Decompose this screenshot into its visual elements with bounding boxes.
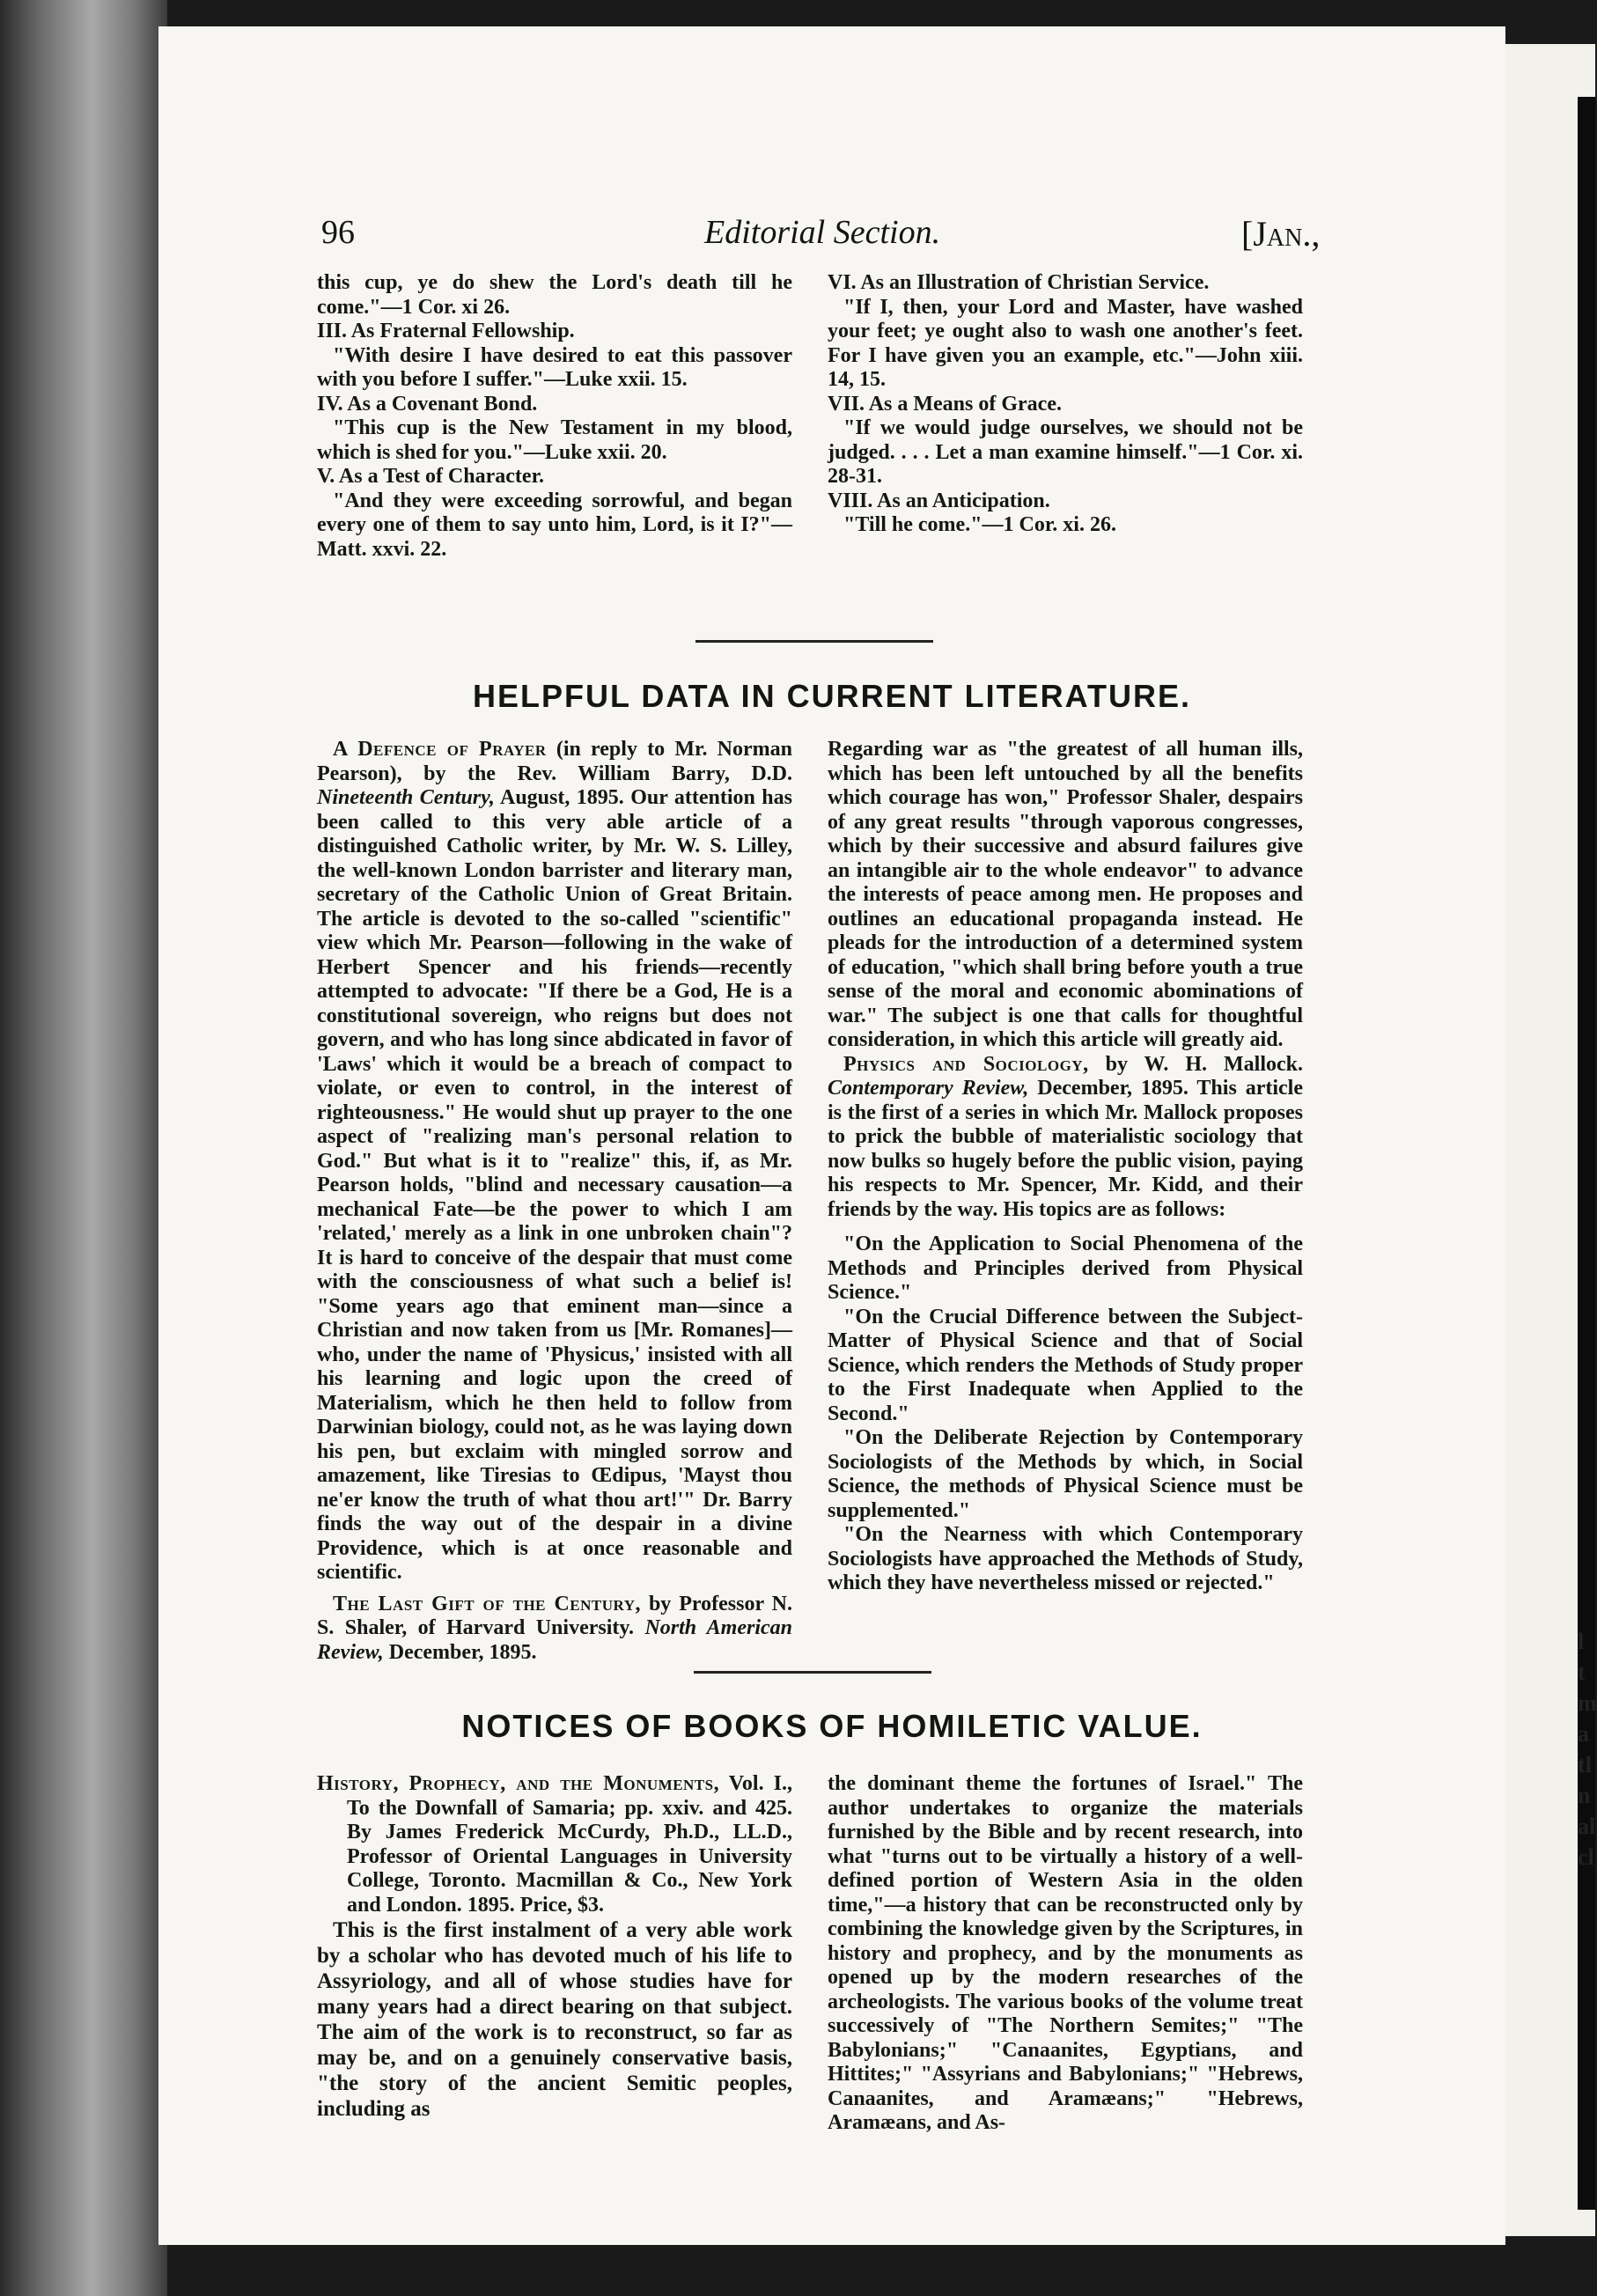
literature-entry: Physics and Sociology, by W. H. Mallock. Contemporary Review, December, 1895. This article is the first of a series in which Mr. Mallock proposes to prick the bubble of materialistic sociology that now bulks so hugely before the public vision, paying his respects to Mr. Spencer, Mr. Kidd, and their friends by the way. His topics are as follows: <box>828 1052 1303 1221</box>
outline-heading: V. As a Test of Character. <box>317 465 545 488</box>
right-page-edge <box>1497 44 1595 2236</box>
issue-month: [Jan., <box>1241 214 1321 254</box>
fragment-text: al <box>1578 1814 1596 1839</box>
topic-item: "On the Deliberate Rejection by Contemporary Sociologists of the Methods by which, in Social Science, the methods of Physical Science must be supplemented." <box>828 1426 1303 1522</box>
section-title: HELPFUL DATA IN CURRENT LITERATURE. <box>473 678 1191 714</box>
book-review-text: the dominant theme the fortunes of Israel." The author undertakes to organize the materials furnished by the Bible and by recent research, into what "turns out to be virtually a history of a well-defined portion of Western Asia in the olden time,"—a history that can be reconstructed only by combining the knowledge given by the Scriptures, in history and prophecy, and by the monuments as opened up by the modern researches of the archeologists. The various books of the volume treat successively of "The Northern Semites;" "The Babylonians;" "Canaanites, Egyptians, and Hittites;" "Assyrians and Babylonians;" "Hebrews, Canaanites, and Aramæans;" "Hebrews, Aramæans, and As- <box>828 1772 1303 2134</box>
outline-heading: III. As Fraternal Fellowship. <box>317 320 575 342</box>
fragment-text: n <box>1578 1783 1591 1808</box>
topic-item: "On the Application to Social Phenomena of the Methods and Principles derived from Physical Science." <box>828 1233 1303 1304</box>
quote-text: "With desire I have desired to eat this passover with you before I suffer."—Luke xxii. 15. <box>317 343 792 391</box>
book-title: History, Prophecy, and the Monuments, <box>317 1772 720 1795</box>
entry-title: A Defence of Prayer <box>333 738 547 761</box>
quote-text: this cup, ye do shew the Lord's death till he come."—1 Cor. xi 26. <box>317 271 792 319</box>
outline-heading: VII. As a Means of Grace. <box>828 392 1062 416</box>
literature-entry-continued: Regarding war as "the greatest of all human ills, which has been left untouched by all the benefits which courage has won," Professor Shaler, despairs of any great results "through vaporous congresses, which by their successive and absurd failures give an intangible air to the whole endeavor" to advance the interests of peace among men. He proposes and outlines an educational propaganda instead. He pleads for the introduction of a determined system of education, "which shall bring before youth a true sense of the moral and economic abominations of war." The subject is one that calls for thoughtful consideration, in which this article will greatly aid. <box>828 738 1303 1051</box>
topic-item: "On the Nearness with which Contemporary Sociologists have approached the Methods of Study, which they have nevertheless missed or rejected." <box>828 1523 1303 1594</box>
books-column-right <box>828 1772 1303 2136</box>
book-review-text: This is the first instalment of a very able work by a scholar who has devoted much of his life to Assyriology, and all of whose studies have for many years had a direct bearing on that subject. The aim of the work is to reconstruct, so far as may be, and on a genuinely conservative basis, "the story of the ancient Semitic peoples, including as <box>317 1918 792 2121</box>
books-column-left <box>317 1772 792 2122</box>
fragment-text: cl <box>1578 1844 1594 1870</box>
entry-title: The Last Gift of the Century, <box>333 1592 641 1615</box>
journal-name: North American Review, <box>317 1616 793 1664</box>
fragment-text: t <box>1578 1659 1586 1685</box>
literature-column-left <box>317 738 792 1665</box>
entry-title: Physics and Sociology, <box>843 1052 1089 1076</box>
outline-heading: IV. As a Covenant Bond. <box>317 392 538 416</box>
journal-name: Nineteenth Century, <box>317 786 495 809</box>
section-divider <box>695 640 933 643</box>
outline-heading: VIII. As an Anticipation. <box>828 489 1050 512</box>
fragment-text: tl <box>1578 1752 1592 1777</box>
quote-text: "And they were exceeding sorrowful, and began every one of them to say unto him, Lord, is it I?"—Matt. xxvi. 22. <box>317 489 792 561</box>
book-citation: History, Prophecy, and the Monuments, Vol. I., To the Downfall of Samaria; pp. xxiv. and 425. By James Frederick McCurdy, Ph.D., LL.D., Professor of Oriental Languages in University College, Toronto. Macmillan & Co., New York and London. 1895. Price, $3. <box>317 1772 792 1917</box>
fragment-text: l <box>1578 1629 1585 1654</box>
fragment-text: a <box>1578 1721 1589 1747</box>
upper-column-right <box>828 271 1303 538</box>
quote-text: "If we would judge ourselves, we should not be judged. . . . Let a man examine himself."—1 Cor. xi. 28-31. <box>828 416 1303 488</box>
section-divider <box>694 1671 931 1674</box>
quote-text: "Till he come."—1 Cor. xi. 26. <box>843 513 1116 536</box>
left-book-edge <box>0 0 167 2296</box>
fragment-text: m <box>1578 1690 1597 1716</box>
section-name: Editorial Section. <box>704 214 941 251</box>
literature-column-right <box>828 738 1303 1596</box>
right-page-shadow <box>1578 97 1595 2210</box>
running-head <box>158 213 1505 266</box>
outline-heading: VI. As an Illustration of Christian Service. <box>828 271 1210 294</box>
quote-text: "If I, then, your Lord and Master, have washed your feet; ye ought also to wash one another's feet. For I have given you an example, etc."—John xiii. 14, 15. <box>828 295 1303 391</box>
topic-item: "On the Crucial Difference between the Subject-Matter of Physical Science and that of Social Science, which renders the Methods of Study proper to the First Inadequate when Applied to the Second." <box>828 1305 1303 1425</box>
section-title: NOTICES OF BOOKS OF HOMILETIC VALUE. <box>461 1708 1203 1744</box>
journal-name: Contemporary Review, <box>828 1077 1029 1100</box>
document-page <box>158 26 1505 2245</box>
upper-column-left <box>317 271 792 562</box>
quote-text: "This cup is the New Testament in my blood, which is shed for you."—Luke xxii. 20. <box>317 416 792 464</box>
page-number: 96 <box>321 214 355 251</box>
literature-entry: The Last Gift of the Century, by Professor N. S. Shaler, of Harvard University. North American Review, December, 1895. <box>317 1592 793 1664</box>
literature-entry: A Defence of Prayer (in reply to Mr. Norman Pearson), by the Rev. William Barry, D.D. Nineteenth Century, August, 1895. Our attention has been called to this very able article of a distinguished Catholic writer, by Mr. W. S. Lilley, the well-known London barrister and literary man, secretary of the Catholic Union of Great Britain. The article is devoted to the so-called "scientific" view which Mr. Pearson—following in the wake of Herbert Spencer and his friends—recently attempted to advocate: "If there be a God, He is a constitutional sovereign, who reigns but does not govern, and who has long since abdicated in favor of 'Laws' which it would be a breach of compact to violate, or even to control, in the interest of righteousness." He would shut up prayer to the one aspect of "realizing man's personal relation to God." But what is it to "realize" this, if, as Mr. Pearson holds, "blind and necessary causation—a mechanical Fate—be the power to which I am 'related,' merely as a link in one unbroken chain"? It is hard to conceive of the despair that must come with the consciousness of what such a belief is! "Some years ago that eminent man—since a Christian and now taken from us [Mr. Romanes]—who, under the name of 'Physicus,' insisted with all his learning and logic upon the creed of Materialism, which he then held to follow from Darwinian biology, could not, as he was laying down his pen, but exclaim with mingled sorrow and amazement, like Tiresias to Œdipus, 'Mayst thou ne'er know the truth of what thou art!'" Dr. Barry finds the way out of the despair in a divine Providence, which is at once reasonable and scientific. <box>317 738 793 1584</box>
